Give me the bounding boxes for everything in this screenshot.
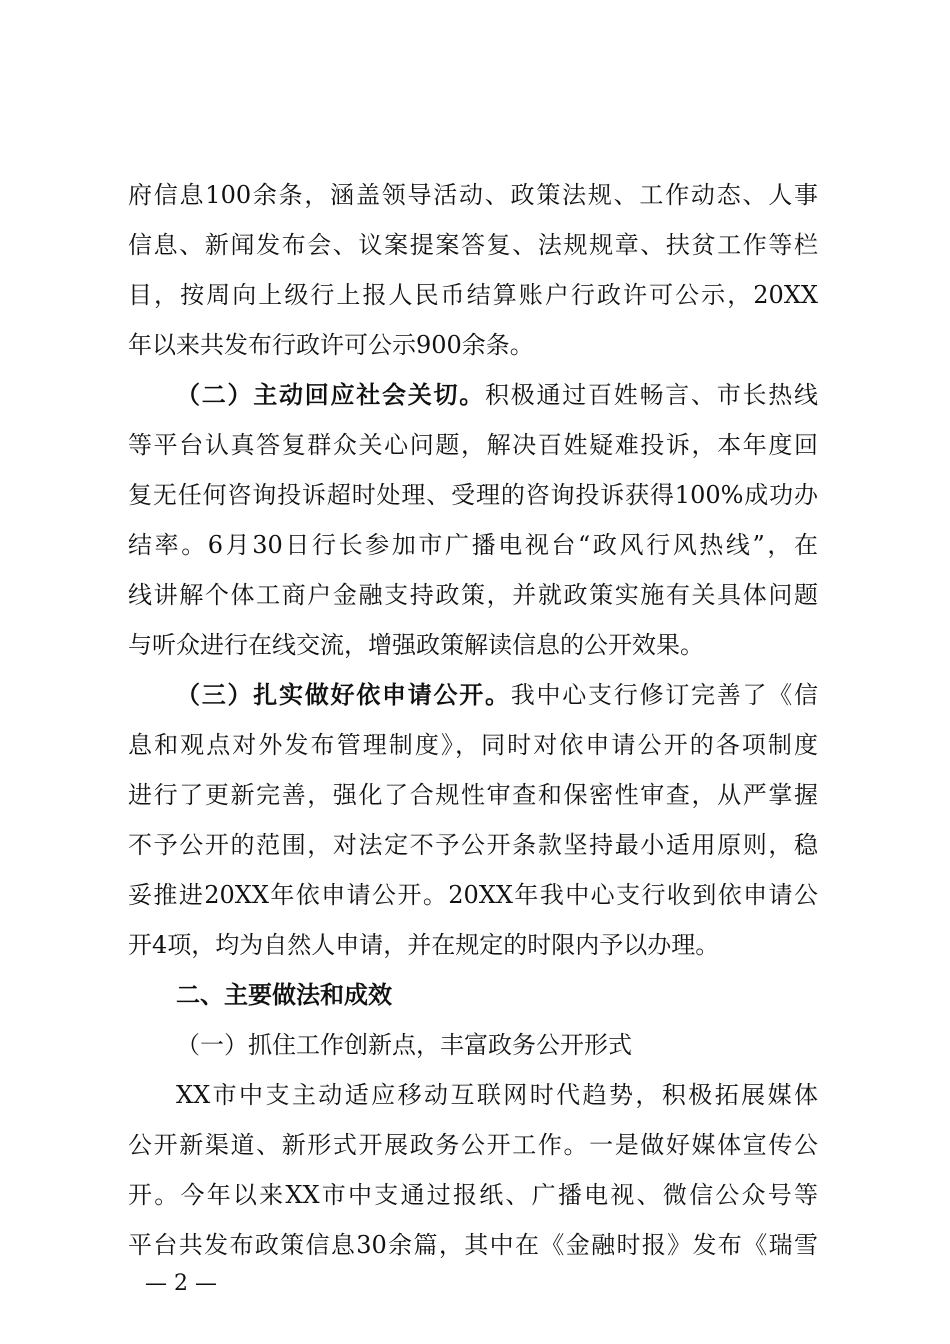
paragraph-line: 等平台认真答复群众关心问题，解决百姓疑难投诉，本年度回	[128, 431, 818, 459]
paragraph-line: 平台共发布政策信息30余篇，其中在《金融时报》发布《瑞雪	[128, 1231, 818, 1259]
section-heading: 二、主要做法和成效	[176, 980, 392, 1009]
paragraph-first-line	[176, 680, 818, 710]
paragraph-line: 不予公开的范围，对法定不予公开条款坚持最小适用原则，稳	[128, 831, 818, 859]
page-number: — 2 —	[145, 1271, 217, 1296]
paragraph-lead: （三）扎实做好依申请公开。	[176, 680, 511, 709]
paragraph-line: 目，按周向上级行上报人民币结算账户行政许可公示，20XX	[128, 281, 818, 309]
paragraph-line: 公开新渠道、新形式开展政务公开工作。一是做好媒体宣传公	[128, 1131, 818, 1159]
paragraph-text: 我中心支行修订完善了《信	[510, 681, 818, 709]
paragraph-line: 开4项，均为自然人申请，并在规定的时限内予以办理。	[128, 931, 720, 959]
paragraph-text: 积极通过百姓畅言、市长热线	[485, 381, 818, 409]
paragraph-lead: （二）主动回应社会关切。	[176, 380, 485, 409]
paragraph-line: 妥推进20XX年依申请公开。20XX年我中心支行收到依申请公	[128, 881, 818, 909]
paragraph-line: 线讲解个体工商户金融支持政策，并就政策实施有关具体问题	[128, 581, 818, 609]
paragraph-line: 结率。6月30日行长参加市广播电视台“政风行风热线”，在	[128, 531, 818, 559]
paragraph-first-line	[176, 380, 818, 410]
paragraph-line: 府信息100余条，涵盖领导活动、政策法规、工作动态、人事	[128, 181, 818, 209]
paragraph-line: 与听众进行在线交流，增强政策解读信息的公开效果。	[128, 631, 704, 659]
paragraph-line: 年以来共发布行政许可公示900余条。	[128, 331, 534, 359]
paragraph-line: XX市中支主动适应移动互联网时代趋势，积极拓展媒体	[176, 1081, 818, 1109]
paragraph-line: 复无任何咨询投诉超时处理、受理的咨询投诉获得100%成功办	[128, 481, 818, 509]
paragraph-line: 信息、新闻发布会、议案提案答复、法规规章、扶贫工作等栏	[128, 231, 818, 259]
paragraph-line: 息和观点对外发布管理制度》，同时对依申请公开的各项制度	[128, 731, 818, 759]
subsection-heading: （一）抓住工作创新点，丰富政务公开形式	[176, 1031, 632, 1059]
paragraph-line: 进行了更新完善，强化了合规性审查和保密性审查，从严掌握	[128, 781, 818, 809]
paragraph-line: 开。今年以来XX市中支通过报纸、广播电视、微信公众号等	[128, 1181, 818, 1209]
